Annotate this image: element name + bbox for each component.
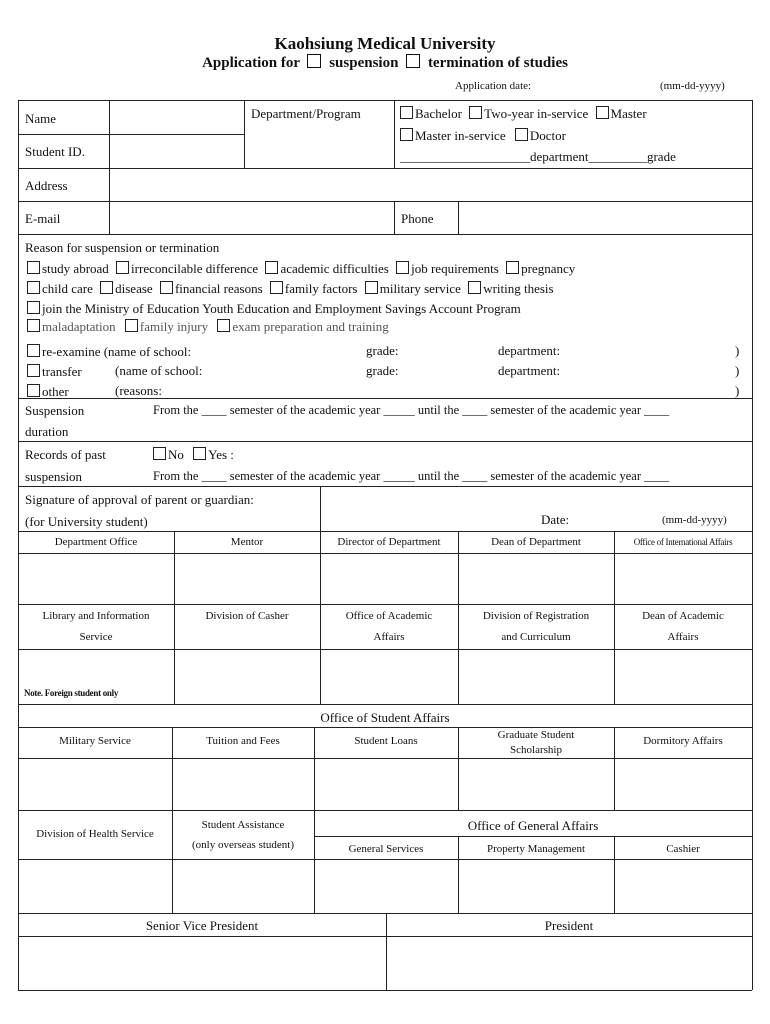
records-label-2: suspension [25,469,83,484]
bachelor-checkbox[interactable] [400,106,413,119]
youth-program-checkbox[interactable] [27,301,40,314]
doctor-checkbox[interactable] [515,128,528,141]
mentor-header: Mentor [230,536,264,548]
casher-header: Division of Casher [205,610,289,622]
university-title: Kaohsiung Medical University [274,34,496,53]
records-label-1: Records of past [25,447,106,462]
reason-heading: Reason for suspension or termination [25,240,220,255]
phone-label: Phone [401,211,434,226]
assistance-header-1: Student Assistance [201,819,285,831]
transfer-name: (name of school: [115,363,203,378]
transfer-paren: ) [735,363,740,378]
other-paren: ) [735,383,740,398]
application-title [0,54,770,72]
signature-date-format: (mm-dd-yyyy) [662,514,727,526]
registration-header-2: and Curriculum [501,631,571,643]
family-factors-checkbox[interactable] [270,281,283,294]
child-care-checkbox[interactable] [27,281,40,294]
director-header: Director of Department [337,536,441,548]
suspension-duration-label-1: Suspension [25,403,85,418]
degree-options-row2: Master in-service Doctor [400,128,566,142]
library-header-2: Service [79,631,113,643]
reason-row2: child care disease financial reasons family factors military service writing thesis [27,281,554,295]
reason-row1: study abroad irreconcilable difference academic difficulties job requirements pregnancy [27,261,575,275]
job-requirements-checkbox[interactable] [396,261,409,274]
application-date-format: (mm-dd-yyyy) [660,80,725,92]
transfer-grade: grade: [366,363,399,378]
name-label: Name [25,111,57,126]
transfer-department: department: [498,363,561,378]
suspension-duration-label-2: duration [25,424,69,439]
termination-checkbox[interactable] [406,54,420,68]
writing-thesis-checkbox[interactable] [468,281,481,294]
academic-difficulties-checkbox[interactable] [265,261,278,274]
address-label: Address [25,178,68,193]
military-service-checkbox[interactable] [365,281,378,294]
irreconcilable-checkbox[interactable] [116,261,129,274]
grad-scholarship-header-1: Graduate Student [497,729,575,741]
application-date-label: Application date: [455,80,532,92]
exam-prep-checkbox[interactable] [217,319,230,332]
dean-dept-header: Dean of Department [491,536,581,548]
financial-reasons-checkbox[interactable] [160,281,173,294]
other-checkbox[interactable] [27,384,40,397]
grad-scholarship-header-2: Scholarship [510,744,562,756]
dean-academic-header-1: Dean of Academic [642,610,724,622]
termination-label: termination of studies [427,55,568,71]
tuition-header: Tuition and Fees [206,735,280,747]
reason-row3: join the Ministry of Education Youth Education and Employment Savings Account Program [27,301,521,315]
signature-label: Signature of approval of parent or guardian: [25,492,254,507]
reexamine-checkbox[interactable] [27,344,40,357]
family-injury-checkbox[interactable] [125,319,138,332]
general-affairs-title: Office of General Affairs [467,818,599,833]
suspension-label: suspension [329,55,399,71]
dept-grade-line: ____________________department_________grade [400,149,676,164]
academic-header-2: Affairs [373,631,405,643]
suspension-duration-text: From the ____ semester of the academic year _____ until the ____ semester of the academic year ____ [153,403,670,417]
reexamine-row: re-examine (name of school: [27,344,191,358]
two-year-checkbox[interactable] [469,106,482,119]
dorm-header: Dormitory Affairs [643,735,723,747]
loans-header: Student Loans [354,735,418,747]
disease-checkbox[interactable] [100,281,113,294]
master-in-service-checkbox[interactable] [400,128,413,141]
maladaptation-checkbox[interactable] [27,319,40,332]
health-header: Division of Health Service [36,828,154,840]
records-yes-no: No Yes : [153,447,234,461]
dept-office-header: Department Office [54,536,138,548]
app-prefix: Application for [202,55,300,71]
no-checkbox[interactable] [153,447,166,460]
other-row: other [27,384,69,398]
foreign-student-note: Note. Foreign student only [24,688,119,698]
intl-affairs-header: Office of International Affairs [633,537,733,547]
yes-checkbox[interactable] [193,447,206,460]
cashier-header: Cashier [666,843,700,855]
president-header: President [544,918,594,933]
signature-date: Date: [541,512,570,527]
svp-header: Senior Vice President [145,918,259,933]
signature-sub: (for University student) [25,514,148,529]
pregnancy-checkbox[interactable] [506,261,519,274]
suspension-checkbox[interactable] [307,54,321,68]
military-header: Military Service [59,735,131,747]
other-reasons: (reasons: [115,383,162,398]
reexamine-paren: ) [735,343,740,358]
degree-options-row1: Bachelor Two-year in-service Master [400,106,647,120]
master-checkbox[interactable] [596,106,609,119]
study-abroad-checkbox[interactable] [27,261,40,274]
email-label: E-mail [25,211,61,226]
dean-academic-header-2: Affairs [667,631,699,643]
student-affairs-title: Office of Student Affairs [320,710,450,725]
academic-header-1: Office of Academic [345,610,433,622]
records-text: From the ____ semester of the academic year _____ until the ____ semester of the academic year ____ [153,469,670,483]
general-services-header: General Services [348,843,424,855]
reason-row4: maladaptation family injury exam preparation and training [27,319,389,333]
registration-header-1: Division of Registration [482,610,590,622]
student-id-label: Student ID. [25,144,85,159]
reexamine-grade: grade: [366,343,399,358]
transfer-checkbox[interactable] [27,364,40,377]
library-header-1: Library and Information [42,610,150,622]
property-header: Property Management [486,843,586,855]
transfer-row: transfer [27,364,82,378]
reexamine-department: department: [498,343,561,358]
dept-program-label: Department/Program [251,106,361,121]
assistance-header-2: (only overseas student) [191,839,295,851]
